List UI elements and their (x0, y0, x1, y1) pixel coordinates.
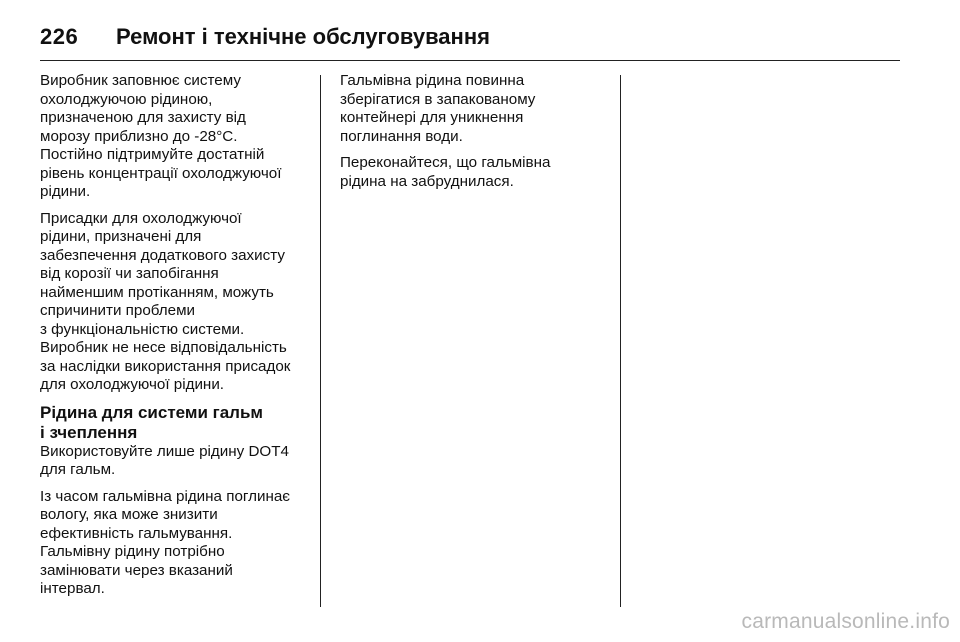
text-line: поглинання води. (340, 127, 463, 145)
text-column-2 (340, 72, 612, 199)
moisture-paragraph (40, 488, 312, 599)
text-line: вологу, яка може знизити (40, 506, 218, 523)
page-title: Ремонт і технічне обслуговування (116, 24, 490, 49)
text-line: спричинити проблеми (40, 302, 196, 319)
column-divider-right (620, 75, 621, 607)
dot4-paragraph (40, 443, 312, 480)
heading-line: Рідина для системи гальм (40, 402, 264, 422)
text-line: для охолоджуючої рідини. (40, 376, 225, 393)
section-heading-brake-fluid (40, 403, 312, 443)
text-line: ефективність гальмування. (40, 524, 233, 542)
text-line: інтервал. (40, 580, 105, 597)
text-line: від корозії чи запобігання (40, 265, 219, 282)
heading-line: і зчеплення (40, 422, 138, 442)
text-line: для гальм. (40, 461, 116, 478)
text-line: Із часом гальмівна рідина поглинає (40, 487, 291, 505)
text-line: Виробник не несе відповідальність (40, 339, 287, 356)
text-line: рідини. (40, 183, 91, 200)
text-line: призначеною для захисту від (40, 109, 246, 126)
text-line: забезпечення додаткового захисту (40, 246, 285, 264)
text-line: Гальмівну рідину потрібно (40, 543, 225, 560)
page-number: 226 (40, 24, 79, 49)
text-line: рівень концентрації охолоджуючої (40, 164, 282, 182)
text-line: охолоджуючою рідиною, (40, 90, 213, 108)
text-line: Використовуйте лише рідину DOT4 (40, 442, 289, 460)
text-line: Постійно підтримуйте достатній (40, 146, 265, 163)
text-column-1 (40, 72, 312, 607)
text-line: Виробник заповнює систему (40, 72, 241, 89)
text-line: морозу приблизно до -28°C. (40, 127, 238, 145)
text-line: Переконайтеся, що гальмівна (340, 154, 551, 171)
contamination-paragraph (340, 154, 612, 191)
text-line: найменшим протіканням, можуть (40, 283, 274, 301)
text-line: рідина на забруднилася. (340, 172, 514, 190)
text-line: з функціональністю системи. (40, 320, 245, 338)
coolant-paragraph (40, 72, 312, 202)
page-header (40, 14, 920, 60)
text-line: Присадки для охолоджуючої (40, 209, 242, 227)
text-line: Гальмівна рідина повинна (340, 72, 525, 89)
storage-paragraph (340, 72, 612, 146)
column-divider-left (320, 75, 321, 607)
text-line: рідини, призначені для (40, 228, 202, 245)
text-line: зберігатися в запакованому (340, 90, 536, 108)
text-line: за наслідки використання присадок (40, 357, 291, 375)
text-line: замінювати через вказаний (40, 561, 233, 579)
additives-paragraph (40, 210, 312, 395)
text-line: контейнері для уникнення (340, 109, 524, 126)
header-rule (40, 60, 900, 61)
watermark: carmanualsonline.info (741, 610, 950, 633)
